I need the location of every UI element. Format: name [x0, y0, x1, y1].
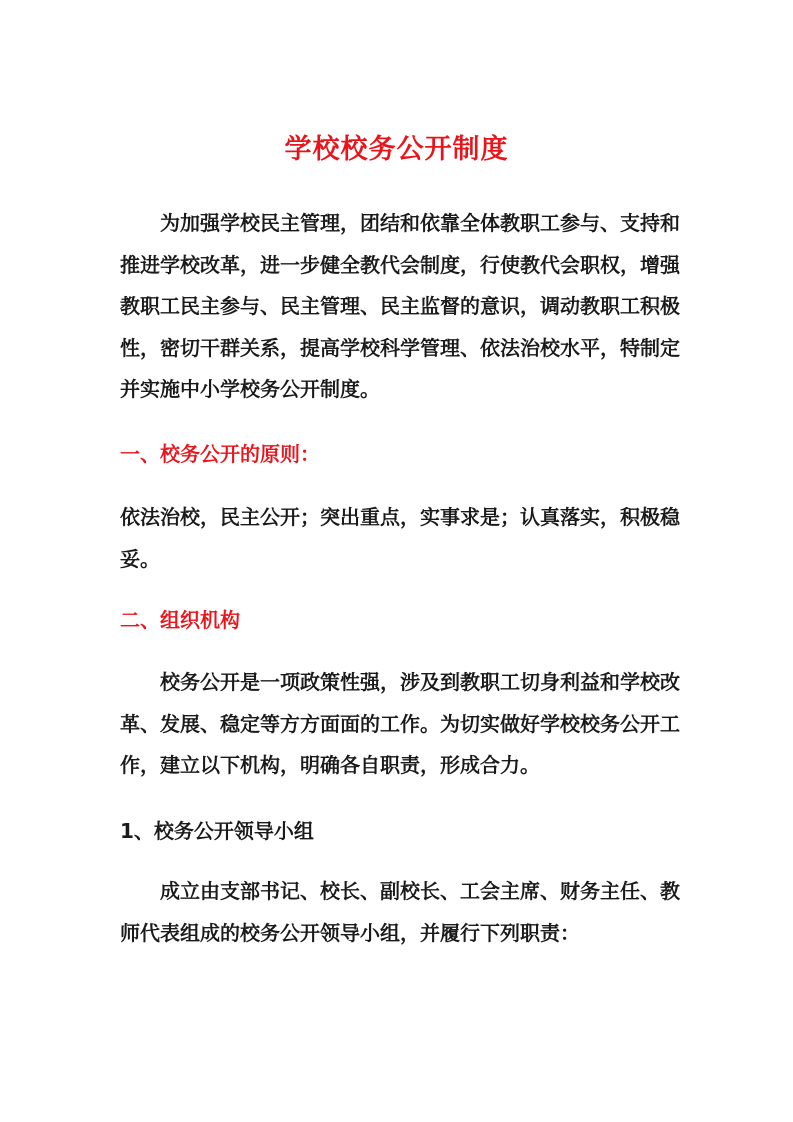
intro-paragraph: 为加强学校民主管理，团结和依靠全体教职工参与、支持和推进学校改革，进一步健全教代会制度，行使教代会职权，增强教职工民主参与、民主管理、民主监督的意识，调动教职工积极性，密切干群关系，提高学校科学管理、依法治校水平，特制定并实施中小学校务公开制度。 [120, 211, 680, 401]
section-heading-organization: 二、组织机构 [120, 608, 240, 632]
organization-paragraph: 校务公开是一项政策性强，涉及到教职工切身利益和学校改革、发展、稳定等方方面面的工作。为切实做好学校校务公开工作，建立以下机构，明确各自职责，形成合力。 [120, 670, 680, 777]
section-heading-principles: 一、校务公开的原则： [120, 442, 320, 466]
subsection-heading-leadership-group: 1、校务公开领导小组 [120, 819, 314, 843]
leadership-group-paragraph: 成立由支部书记、校长、副校长、工会主席、财务主任、教师代表组成的校务公开领导小组，并履行下列职责： [120, 879, 680, 945]
principles-paragraph: 依法治校，民主公开；突出重点，实事求是；认真落实，积极稳妥。 [120, 505, 680, 571]
document-title: 学校校务公开制度 [284, 134, 509, 165]
